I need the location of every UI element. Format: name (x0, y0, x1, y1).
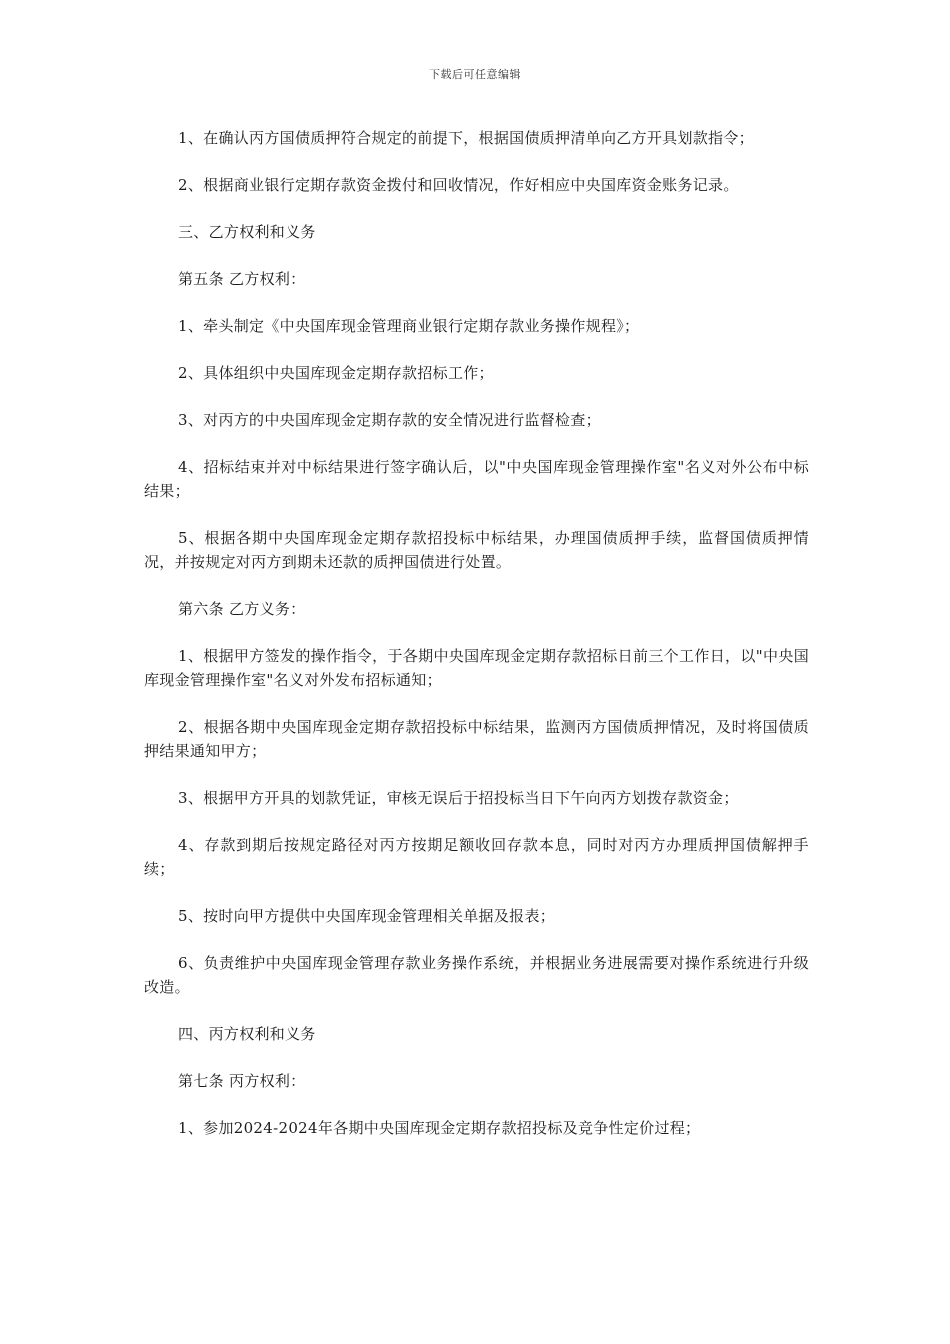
paragraph: 2、具体组织中央国库现金定期存款招标工作； (178, 364, 494, 382)
section-heading: 四、丙方权利和义务 (178, 1025, 316, 1043)
paragraph: 1、牵头制定《中央国库现金管理商业银行定期存款业务操作规程》； (178, 317, 640, 335)
article-heading: 第六条 乙方义务： (178, 600, 306, 618)
paragraph: 5、按时向甲方提供中央国库现金管理相关单据及报表； (178, 907, 556, 925)
paragraph: 3、根据甲方开具的划款凭证，审核无误后于招投标当日下午向丙方划拨存款资金； (178, 789, 739, 807)
header-note: 下载后可任意编辑 (429, 68, 521, 81)
section-heading: 三、乙方权利和义务 (178, 223, 316, 241)
paragraph: 1、参加2024-2024年各期中央国库现金定期存款招投标及竞争性定价过程； (178, 1119, 701, 1137)
article-heading: 第七条 丙方权利： (178, 1072, 306, 1090)
paragraph: 3、对丙方的中央国库现金定期存款的安全情况进行监督检查； (178, 411, 601, 429)
paragraph: 2、根据商业银行定期存款资金拨付和回收情况，作好相应中央国库资金账务记录。 (178, 176, 739, 194)
article-heading: 第五条 乙方权利： (178, 270, 306, 288)
paragraph: 1、根据甲方签发的操作指令，于各期中央国库现金定期存款招标日前三个工作日，以"中央国库现金管理操作室"名义对外发布招标通知； (144, 647, 809, 689)
paragraph: 5、根据各期中央国库现金定期存款招投标中标结果，办理国债质押手续，监督国债质押情况，并按规定对丙方到期未还款的质押国债进行处置。 (144, 529, 809, 571)
paragraph: 2、根据各期中央国库现金定期存款招投标中标结果，监测丙方国债质押情况，及时将国债质押结果通知甲方； (144, 718, 809, 760)
paragraph: 6、负责维护中央国库现金管理存款业务操作系统，并根据业务进展需要对操作系统进行升级改造。 (144, 954, 809, 996)
paragraph: 1、在确认丙方国债质押符合规定的前提下，根据国债质押清单向乙方开具划款指令； (178, 129, 754, 147)
paragraph: 4、招标结束并对中标结果进行签字确认后，以"中央国库现金管理操作室"名义对外公布中标结果； (144, 458, 809, 500)
paragraph: 4、存款到期后按规定路径对丙方按期足额收回存款本息，同时对丙方办理质押国债解押手续； (144, 836, 809, 878)
document-body (144, 126, 809, 1163)
